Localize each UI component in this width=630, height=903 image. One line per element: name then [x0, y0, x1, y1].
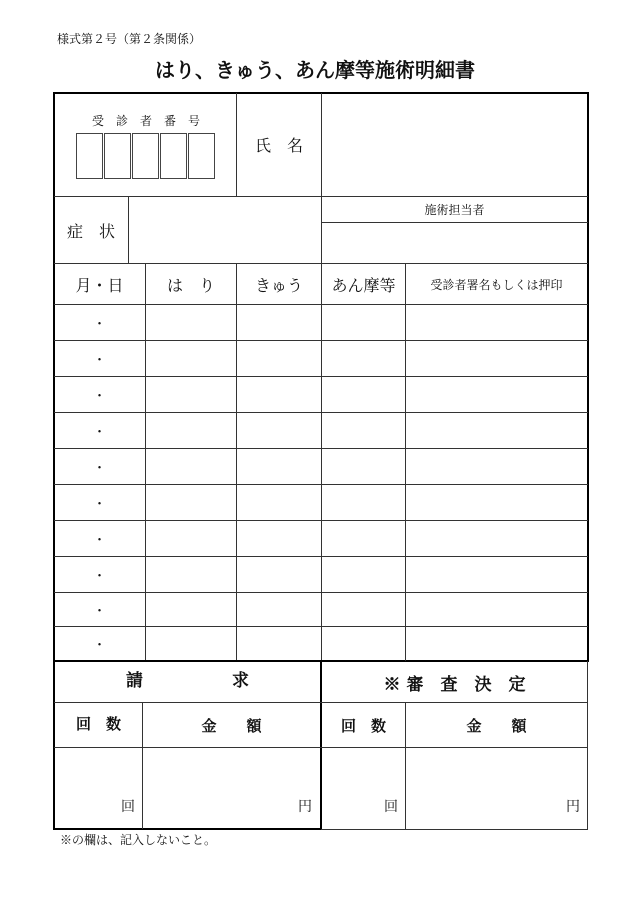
date-mark: ・	[92, 353, 106, 368]
billing-amount-label: 金 額	[201, 716, 262, 735]
review-amount-label: 金 額	[466, 716, 527, 735]
billing-title-left: 請	[126, 671, 143, 691]
billing-count-field[interactable]	[55, 748, 142, 828]
billing-title-right: 求	[232, 671, 249, 691]
practitioner-label: 施術担当者	[424, 203, 485, 217]
name-field[interactable]	[322, 93, 587, 196]
header-anma: あん摩等	[331, 275, 396, 295]
symptom-label: 症 状	[66, 221, 115, 241]
patient-number-label: 受 診 者 番 号	[91, 114, 200, 128]
billing-count-unit: 回	[121, 799, 135, 815]
date-mark: ・	[92, 389, 106, 404]
date-mark: ・	[92, 425, 106, 440]
header-kyu: きゅう	[254, 275, 303, 295]
date-mark: ・	[92, 317, 106, 332]
header-signature: 受診者署名もしくは押印	[430, 277, 563, 292]
billing-amount-unit: 円	[298, 799, 312, 815]
patient-number-digit-4[interactable]	[160, 133, 187, 179]
date-mark: ・	[92, 604, 106, 619]
review-count-unit: 回	[384, 799, 398, 815]
date-mark: ・	[92, 638, 106, 653]
practitioner-field[interactable]	[322, 223, 587, 263]
date-mark: ・	[92, 533, 106, 548]
date-mark: ・	[92, 497, 106, 512]
page-title: はり、きゅう、あん摩等施術明細書	[155, 58, 475, 82]
name-label: 氏 名	[254, 136, 303, 155]
billing-count-label: 回 数	[75, 714, 121, 733]
footnote: ※の欄は、記入しないこと。	[60, 833, 217, 847]
symptom-field[interactable]	[129, 197, 321, 263]
header-hari: は り	[166, 275, 215, 295]
form-number: 様式第２号（第２条関係）	[57, 32, 202, 46]
review-count-label: 回 数	[340, 716, 386, 735]
review-amount-unit: 円	[566, 799, 580, 815]
patient-number-digit-5[interactable]	[188, 133, 215, 179]
header-date: 月・日	[75, 275, 124, 295]
patient-number-digit-3[interactable]	[132, 133, 159, 179]
patient-number-digit-1[interactable]	[76, 133, 103, 179]
billing-amount-field[interactable]	[143, 748, 320, 828]
date-mark: ・	[92, 569, 106, 584]
review-title: ※ 審 査 決 定	[383, 674, 526, 695]
patient-number-digit-2[interactable]	[104, 133, 131, 179]
date-mark: ・	[92, 461, 106, 476]
